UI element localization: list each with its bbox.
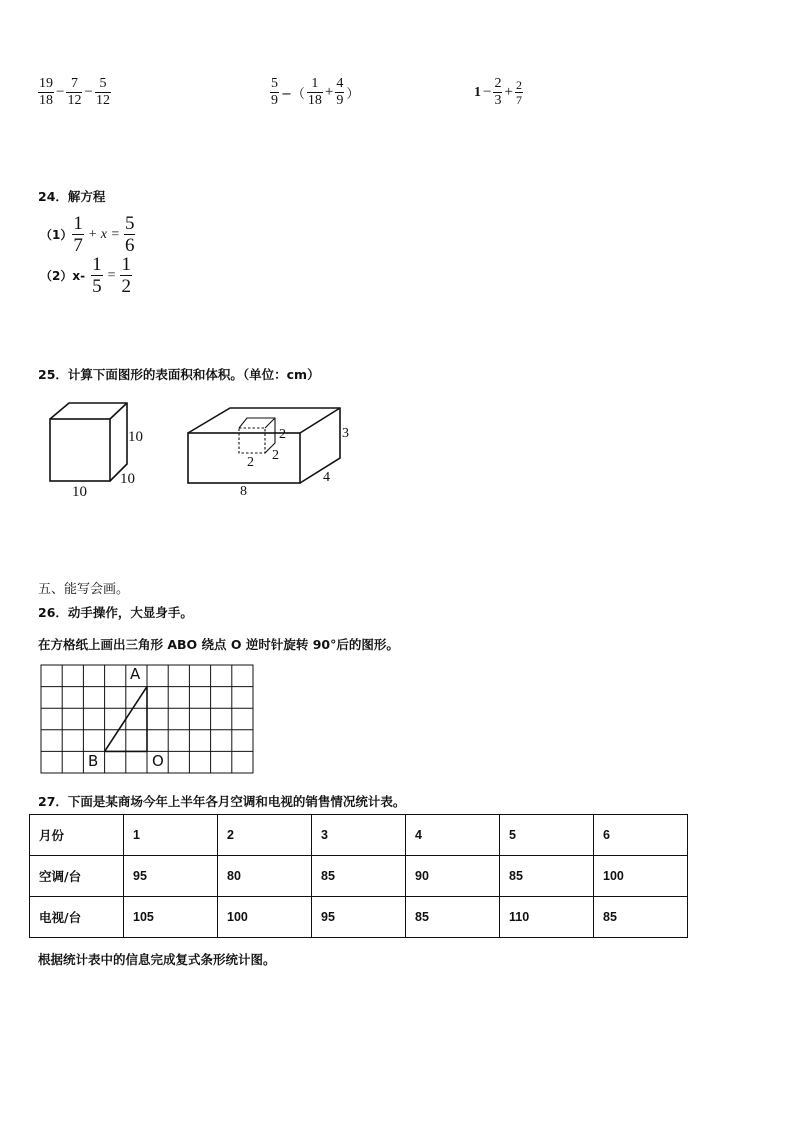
expression-3 xyxy=(474,77,523,108)
cube-depth-label: 10 xyxy=(120,471,135,487)
q25-title: 25．计算下面图形的表面积和体积。（单位：cm） xyxy=(38,367,320,382)
fraction: $\frac{1}{7}$ xyxy=(73,213,83,256)
expression-2 xyxy=(270,77,361,108)
q27-footer: 根据统计表中的信息完成复式条形统计图。 xyxy=(38,952,276,967)
small-cube-bottom-right-label: 2 xyxy=(272,448,279,463)
cuboid-top-edge xyxy=(300,408,340,433)
cube-width-label: 10 xyxy=(72,484,87,500)
table-cell: 空调/台 xyxy=(30,856,124,897)
small-cube-bottom-left-label: 2 xyxy=(247,455,254,470)
point-a-label: A xyxy=(130,665,141,683)
fraction: $\frac{5}{6}$ xyxy=(124,213,135,256)
fraction: $\frac{1}{18}$ xyxy=(307,76,322,108)
fraction: $\frac{4}{9}$ xyxy=(336,76,344,108)
equation-middle: = xyxy=(107,267,116,283)
point-b-label: B xyxy=(88,752,99,770)
table-cell: 85 xyxy=(594,897,688,938)
table-cell: 80 xyxy=(218,856,312,897)
operator: − xyxy=(483,84,492,100)
cuboid-width-label: 4 xyxy=(323,470,330,485)
table-cell: 100 xyxy=(218,897,312,938)
table-cell: 105 xyxy=(124,897,218,938)
fraction: $\frac{5}{12}$ xyxy=(95,76,110,108)
cube-top-edge xyxy=(110,403,127,419)
fraction: $\frac{1}{5}$ xyxy=(92,254,102,297)
cube-figure xyxy=(40,395,160,505)
small-cube-right-label: 2 xyxy=(279,427,286,442)
table-cell: 95 xyxy=(124,856,218,897)
fraction: $\frac{1}{2}$ xyxy=(121,254,131,297)
table-cell: 月份 xyxy=(30,815,124,856)
table-cell: 2 xyxy=(218,815,312,856)
equation-label: （2）x- xyxy=(40,269,86,283)
operator: + xyxy=(504,84,513,100)
table-cell: 5 xyxy=(500,815,594,856)
operator: + xyxy=(324,84,334,100)
table-row xyxy=(30,897,688,938)
table-row xyxy=(30,815,688,856)
table-cell: 3 xyxy=(312,815,406,856)
table-cell: 95 xyxy=(312,897,406,938)
fraction: $\frac{2}{3}$ xyxy=(494,76,502,108)
q26-instruction: 在方格纸上画出三角形 ABO 绕点 O 逆时针旋转 90°后的图形。 xyxy=(38,637,399,652)
operator: − xyxy=(84,84,93,100)
table-cell: 90 xyxy=(406,856,500,897)
table-row xyxy=(30,856,688,897)
section-five-title: 五、能写会画。 xyxy=(38,582,130,597)
q24-equation-2 xyxy=(40,255,132,296)
table-cell: 110 xyxy=(500,897,594,938)
table-cell: 6 xyxy=(594,815,688,856)
table-cell: 85 xyxy=(500,856,594,897)
table-cell: 100 xyxy=(594,856,688,897)
operator: ） xyxy=(346,87,360,102)
cuboid-length-label: 8 xyxy=(240,484,247,499)
sales-table xyxy=(29,814,688,938)
small-cube xyxy=(239,418,275,453)
operator: − xyxy=(56,84,65,100)
equation-middle: + x = xyxy=(87,226,120,242)
cube-height-label: 10 xyxy=(128,429,143,445)
table-cell: 电视/台 xyxy=(30,897,124,938)
fraction: $\frac{5}{9}$ xyxy=(271,76,278,108)
fraction: $\frac{7}{12}$ xyxy=(67,76,82,108)
q26-title: 26．动手操作，大显身手。 xyxy=(38,605,193,620)
table-cell: 4 xyxy=(406,815,500,856)
cube-front-face xyxy=(50,419,110,481)
q24-equation-1 xyxy=(40,214,135,255)
q24-title: 24．解方程 xyxy=(38,189,106,204)
fraction: $\frac{2}{7}$ xyxy=(515,78,522,107)
fraction: $\frac{19}{18}$ xyxy=(39,76,53,108)
q27-title: 27．下面是某商场今年上半年各月空调和电视的销售情况统计表。 xyxy=(38,794,406,809)
table-cell: 1 xyxy=(124,815,218,856)
number: 1 xyxy=(474,84,481,100)
cuboid-back-edges xyxy=(188,408,340,483)
table-cell: 85 xyxy=(406,897,500,938)
equation-label: （1） xyxy=(40,228,73,242)
table-cell: 85 xyxy=(312,856,406,897)
operator: −（ xyxy=(281,87,305,102)
expression-1 xyxy=(38,77,111,108)
point-o-label: O xyxy=(152,752,164,770)
cuboid-height-label: 3 xyxy=(342,426,349,441)
grid-paper xyxy=(40,664,256,776)
